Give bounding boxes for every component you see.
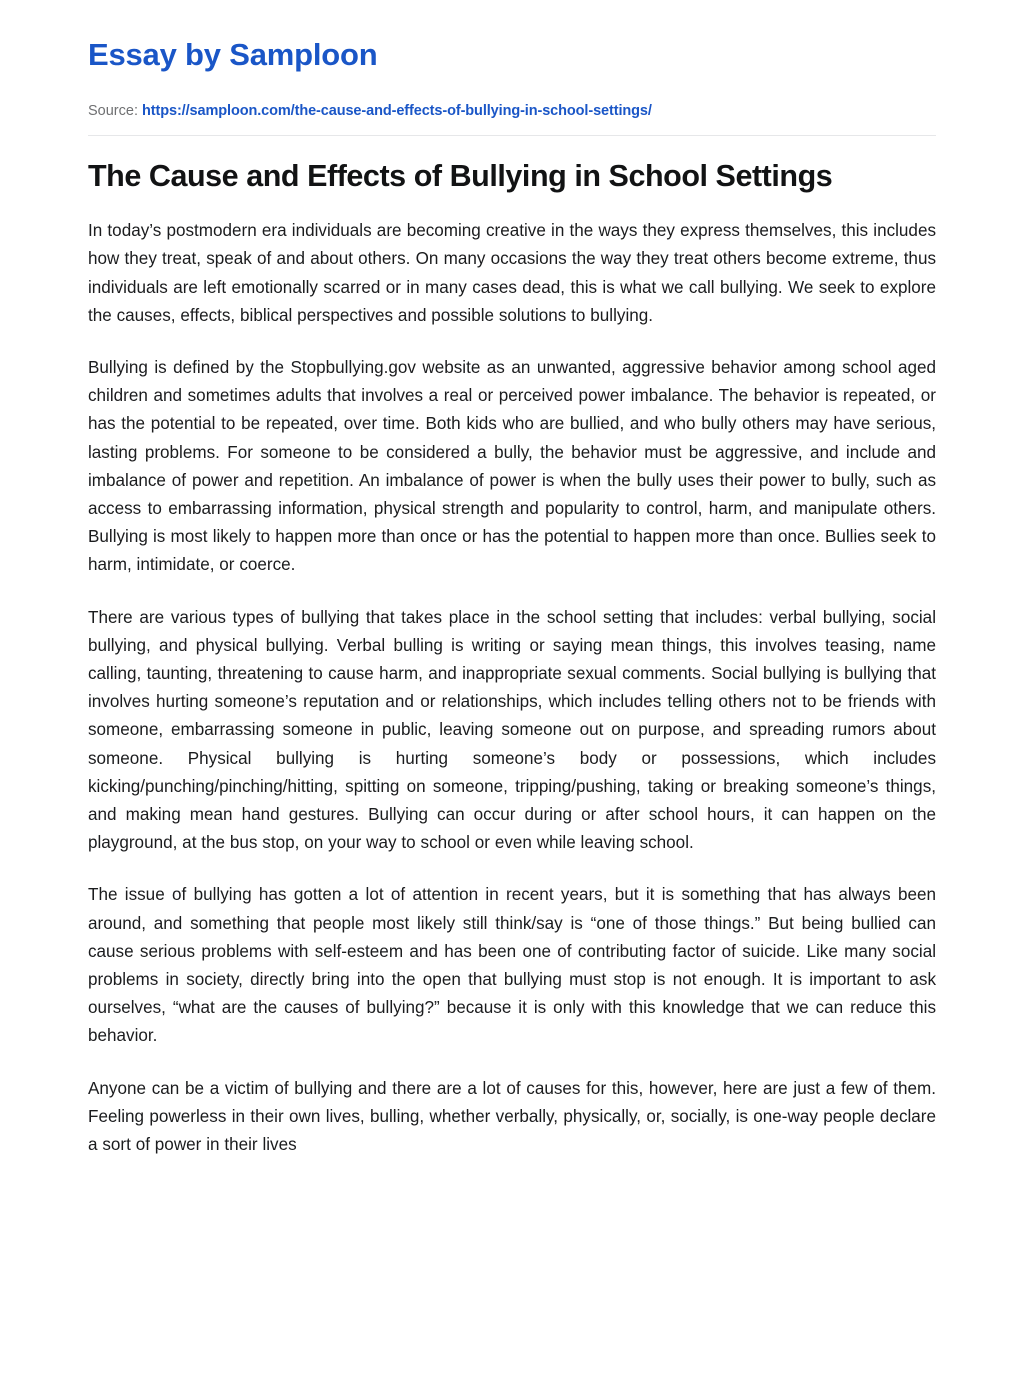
article-body <box>0 158 1024 1159</box>
paragraph-list <box>88 217 936 1159</box>
document-header <box>0 0 1024 121</box>
paragraph: In today’s postmodern era individuals are becoming creative in the ways they express themselves, this includes how they treat, speak of and about others. On many occasions the way they treat others become extreme, thus individuals are left emotionally scarred or in many cases dead, this is what we call bullying. We seek to explore the causes, effects, biblical perspectives and possible solutions to bullying. <box>88 221 936 325</box>
paragraph: The issue of bullying has gotten a lot of attention in recent years, but it is something that has always been around, and something that people most likely still think/say is “one of those things.” But being bullied can cause serious problems with self-esteem and has been one of contributing factor of suicide. Like many social problems in society, directly bring into the open that bullying must stop is not enough. It is important to ask ourselves, “what are the causes of bullying?” because it is only with this knowledge that we can reduce this behavior. <box>88 885 936 1046</box>
source-line <box>88 102 936 121</box>
paragraph: There are various types of bullying that takes place in the school setting that includes: verbal bullying, social bullying, and physical bullying. Verbal bulling is writing or saying mean things, this involves teasing, name calling, taunting, threatening to cause harm, and inappropriate sexual comments. Social bullying is bullying that involves hurting someone’s reputation and or relationships, which includes telling others not to be friends with someone, embarrassing someone in public, leaving someone out on purpose, and spreading rumors about someone. Physical bullying is hurting someone’s body or possessions, which includes kicking/punching/pinching/hitting, spitting on someone, tripping/pushing, taking or breaking someone’s things, and making mean hand gestures. Bullying can occur during or after school hours, it can happen on the playground, at the bus stop, on your way to school or even while leaving school. <box>88 607 936 853</box>
brand-title: Essay by Samploon <box>88 37 378 72</box>
page-title: The Cause and Effects of Bullying in School Settings <box>88 158 833 193</box>
header-divider <box>88 135 936 136</box>
paragraph: Bullying is defined by the Stopbullying.gov website as an unwanted, aggressive behavior among school aged children and sometimes adults that involves a real or perceived power imbalance. The behavior is repeated, or has the potential to be repeated, over time. Both kids who are bullied, and who bully others may have serious, lasting problems. For someone to be considered a bully, the behavior must be aggressive, and include and imbalance of power and repetition. An imbalance of power is when the bully uses their power to bully, such as access to embarrassing information, physical strength and popularity to control, harm, and manipulate others. Bullying is most likely to happen more than once or has the potential to happen more than once. Bullies seek to harm, intimidate, or coerce. <box>88 357 936 575</box>
paragraph: Anyone can be a victim of bullying and there are a lot of causes for this, however, here are just a few of them. Feeling powerless in their own lives, bulling, whether verbally, physically, or, socially, is one-way people declare a sort of power in their lives <box>88 1078 936 1155</box>
source-url-link[interactable]: https://samploon.com/the-cause-and-effects-of-bullying-in-school-settings/ <box>142 103 652 120</box>
source-label: Source: <box>88 103 138 120</box>
